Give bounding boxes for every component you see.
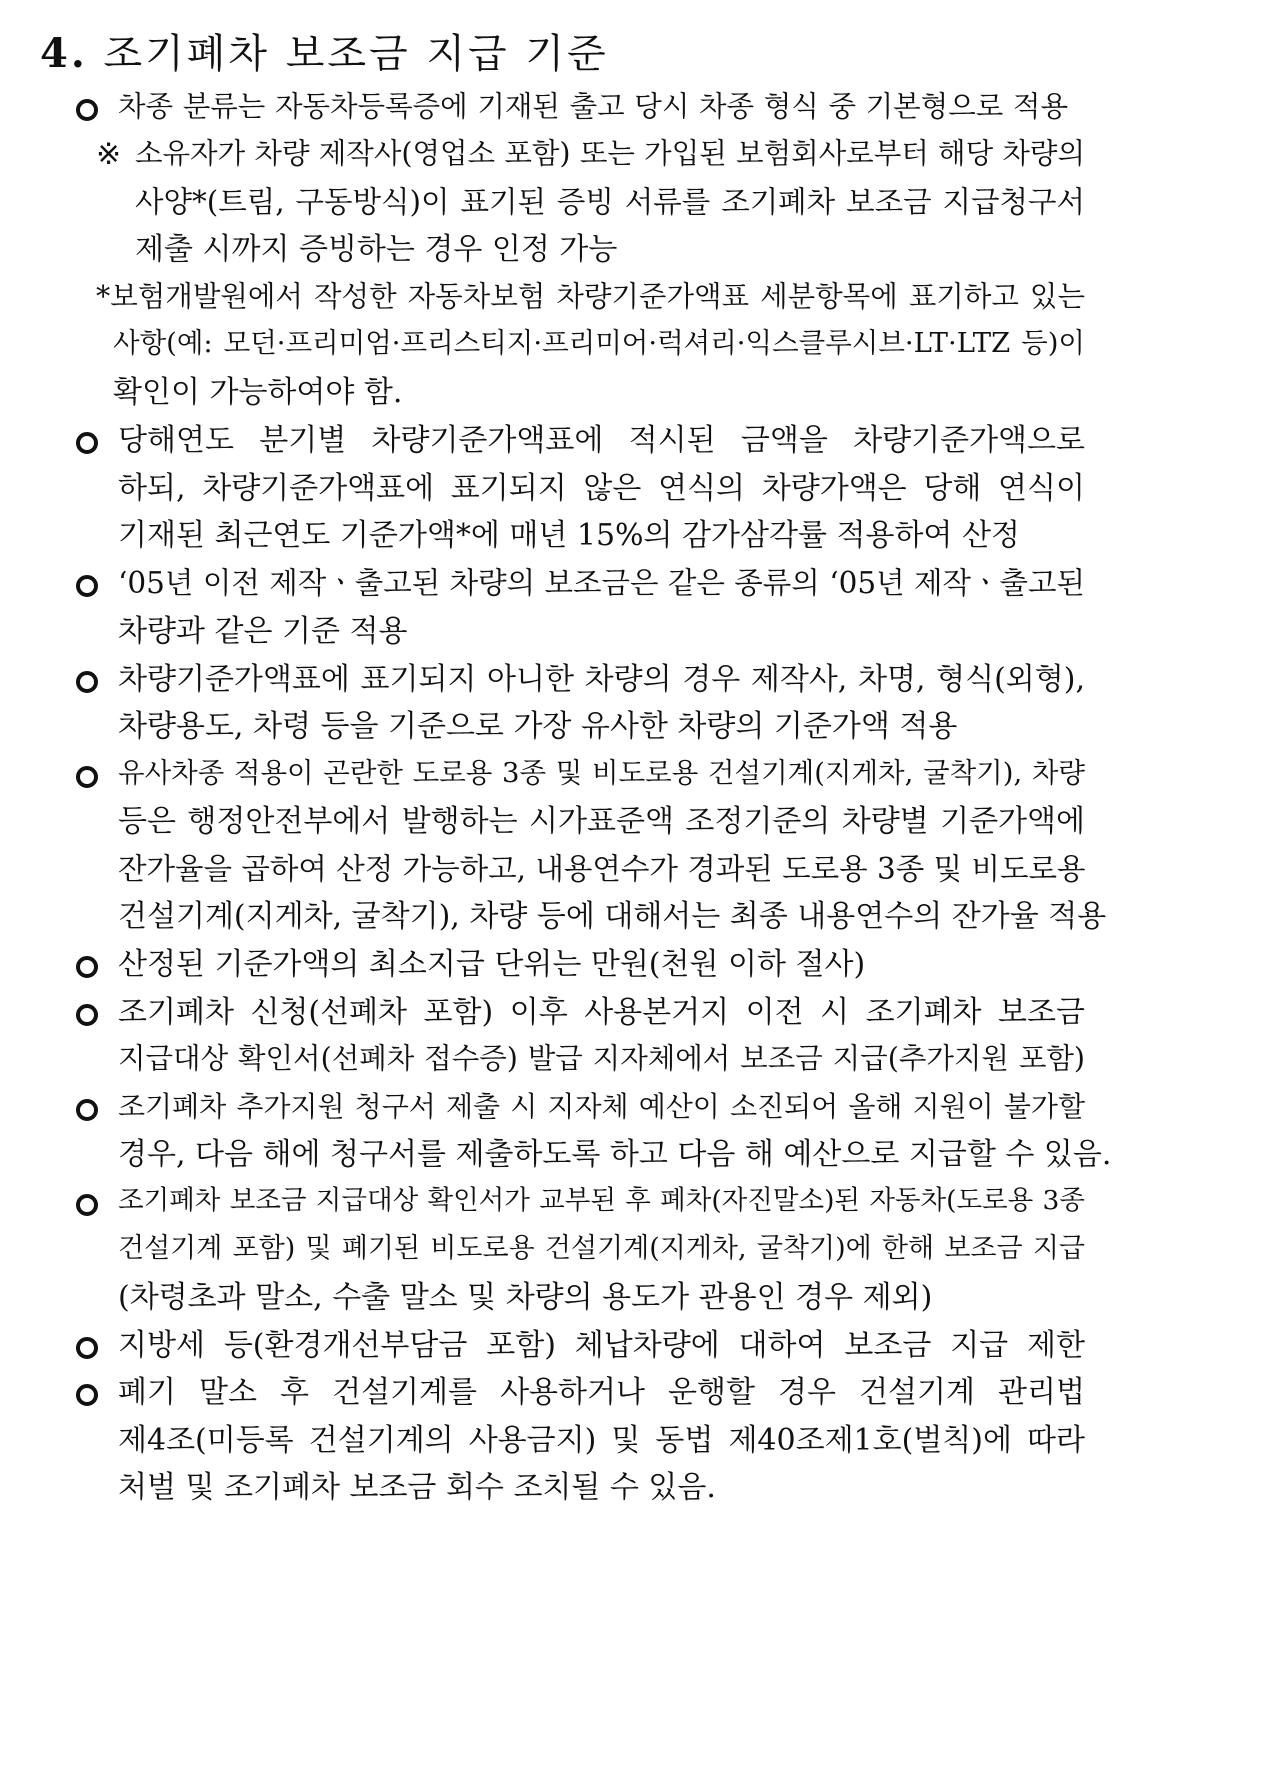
list-item-line: 잔가율을 곱하여 산정 가능하고, 내용연수가 경과된 도로용 3종 및 비도로용 (118, 852, 1086, 886)
list-item-line: 건설기계(지게차, 굴착기), 차량 등에 대해서는 최종 내용연수의 잔가율 적용 (118, 899, 1107, 934)
list-item-line: 지방세 등(환경개선부담금 포함) 체납차량에 대하여 보조금 지급 제한 (118, 1328, 1085, 1363)
list-item-line: 제4조(미등록 건설기계의 사용금지) 및 동법 제40조제1호(벌칙)에 따라 (118, 1423, 1085, 1458)
reference-mark-icon: ※ (96, 137, 122, 172)
circle-bullet-icon (76, 956, 98, 978)
list-item-line: 지급대상 확인서(선폐차 접수증) 발급 지자체에서 보조금 지급(추가지원 포함) (118, 1042, 1085, 1075)
list-item-line: 경우, 다음 해에 청구서를 제출하도록 하고 다음 해 예산으로 지급할 수 있음. (118, 1137, 1112, 1172)
list-item-line: 조기폐차 신청(선폐차 포함) 이후 사용본거지 이전 시 조기폐차 보조금 (118, 995, 1085, 1030)
circle-bullet-icon (76, 766, 98, 788)
circle-bullet-icon (76, 99, 98, 121)
footnote-line: 확인이 가능하여야 함. (113, 375, 403, 410)
list-item-line: 등은 행정안전부에서 발행하는 시가표준액 조정기준의 차량별 기준가액에 (118, 804, 1085, 839)
footnote-line: *보험개발원에서 작성한 자동차보험 차량기준가액표 세분항목에 표기하고 있는 (96, 280, 1085, 313)
list-item-line: ‘05년 이전 제작ㆍ출고된 차량의 보조금은 같은 종류의 ‘05년 제작ㆍ출고된 (118, 566, 1085, 600)
circle-bullet-icon (76, 1384, 98, 1406)
circle-bullet-icon (76, 1004, 98, 1026)
list-item-line: 차량기준가액표에 표기되지 아니한 차량의 경우 제작사, 차명, 형식(외형), (118, 662, 1085, 697)
list-item-line: 차종 분류는 자동차등록증에 기재된 출고 당시 차종 형식 중 기본형으로 적용 (118, 90, 1068, 123)
list-item-line: (차령초과 말소, 수출 말소 및 차량의 용도가 관용인 경우 제외) (118, 1280, 933, 1315)
list-item-line: 건설기계 포함) 및 폐기된 비도로용 건설기계(지게차, 굴착기)에 한해 보조금 지급 (118, 1233, 1085, 1264)
list-item-line: 하되, 차량기준가액표에 표기되지 않은 연식의 차량가액은 당해 연식이 (118, 471, 1085, 506)
circle-bullet-icon (76, 575, 98, 597)
list-item-line: 조기폐차 추가지원 청구서 제출 시 지자체 예산이 소진되어 올해 지원이 불가할 (118, 1090, 1085, 1123)
circle-bullet-icon (76, 432, 98, 454)
list-item-line: 유사차종 적용이 곤란한 도로용 3종 및 비도로용 건설기계(지게차, 굴착기), 차량 (118, 757, 1085, 789)
note-line: 사양*(트림, 구동방식)이 표기된 증빙 서류를 조기폐차 보조금 지급청구서 (135, 185, 1085, 219)
list-item-line: 폐기 말소 후 건설기계를 사용하거나 운행할 경우 건설기계 관리법 (118, 1375, 1085, 1410)
section-title-text: 조기폐차 보조금 지급 기준 (103, 31, 609, 77)
note-line: 소유자가 차량 제작사(영업소 포함) 또는 가입된 보험회사로부터 해당 차량의 (135, 137, 1085, 170)
list-item-line: 차량과 같은 기준 적용 (118, 614, 408, 649)
list-item-line: 산정된 기준가액의 최소지급 단위는 만원(천원 이하 절사) (118, 947, 866, 982)
circle-bullet-icon (76, 671, 98, 693)
circle-bullet-icon (76, 1099, 98, 1121)
list-item-line: 처벌 및 조기폐차 보조금 회수 조치될 수 있음. (118, 1470, 716, 1505)
list-item-line: 조기폐차 보조금 지급대상 확인서가 교부된 후 폐차(자진말소)된 자동차(도로용 3종 (118, 1185, 1085, 1216)
list-item-line: 당해연도 분기별 차량기준가액표에 적시된 금액을 차량기준가액으로 (118, 423, 1085, 458)
footnote-line: 사항(예: 모던·프리미엄·프리스티지·프리미어·럭셔리·익스클루시브·LT·LTZ 등)이 (113, 327, 1085, 359)
note-line: 제출 시까지 증빙하는 경우 인정 가능 (135, 232, 618, 267)
section-title (40, 22, 609, 79)
circle-bullet-icon (76, 1337, 98, 1359)
list-item-line: 기재된 최근연도 기준가액*에 매년 15%의 감가삼각률 적용하여 산정 (118, 518, 1020, 553)
circle-bullet-icon (76, 1194, 98, 1216)
section-number: 4. (40, 30, 88, 77)
list-item-line: 차량용도, 차령 등을 기준으로 가장 유사한 차량의 기준가액 적용 (118, 709, 958, 744)
